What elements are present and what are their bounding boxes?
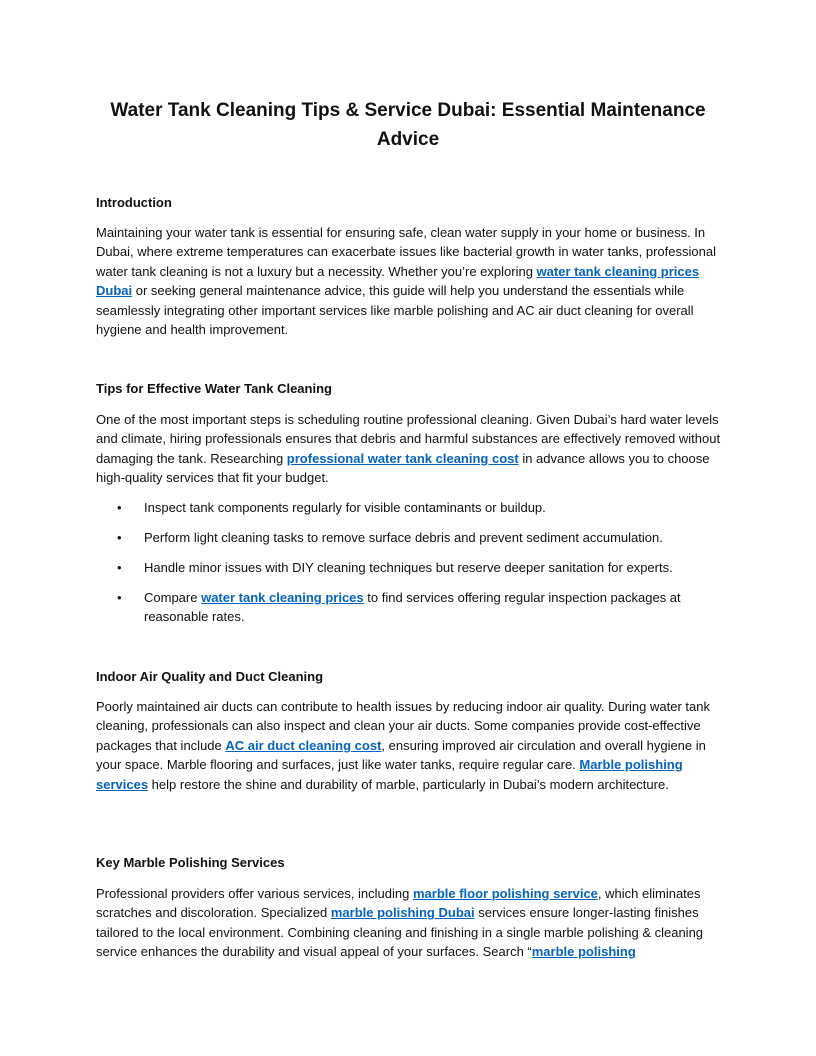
link-marble-floor-polishing-service[interactable]: marble floor polishing service <box>412 886 598 901</box>
text-run: , which eliminates scratches and discoloration. Specialized <box>96 886 701 921</box>
text-run: or seeking general maintenance advice, this guide will help you understand the essentials while seamlessly integrating other important services like marble polishing and AC air duct cleaning for overall hygiene and health improvement. <box>96 283 694 338</box>
list-item: Perform light cleaning tasks to remove surface debris and prevent sediment accumulation. <box>144 530 663 545</box>
link-water-tank-cleaning-prices-dubai[interactable]: water tank cleaning prices Dubai <box>96 263 700 299</box>
heading-tips: Tips for Effective Water Tank Cleaning <box>96 381 332 396</box>
link-ac-air-duct-cleaning-cost[interactable]: AC air duct cleaning cost <box>225 737 382 753</box>
paragraph-indoor-air <box>96 697 722 794</box>
text-run: Poorly maintained air ducts can contribute to health issues by reducing indoor air quality. During water tank cleaning, professionals can also inspect and clean your air ducts. Some companies provide cost-effective packages that include <box>96 699 710 753</box>
text-run: , ensuring improved air circulation and overall hygiene in your space. Marble flooring and surfaces, just like water tanks, require regular care. <box>96 737 706 773</box>
link-marble-polishing-services[interactable]: Marble polishing services <box>96 757 683 792</box>
text-run: services ensure longer-lasting finishes tailored to the local environment. Combining cleaning and finishing in a single marble polishing & cleaning service enhances the durability and visual appeal of your surfaces. Search “ <box>96 905 704 960</box>
paragraph-marble <box>96 884 722 962</box>
text-run: Compare <box>144 590 202 605</box>
bullet-marker: • <box>117 530 122 545</box>
text-run: help restore the shine and durability of marble, particularly in Dubai’s modern architecture. <box>148 776 669 792</box>
paragraph-introduction <box>96 223 722 339</box>
paragraph-tips <box>96 410 722 488</box>
bullet-marker: • <box>117 500 122 515</box>
heading-indoor-air: Indoor Air Quality and Duct Cleaning <box>96 669 324 684</box>
text-run: One of the most important steps is scheduling routine professional cleaning. Given Dubai’s hard water levels and climate, hiring professionals ensures that debris and harmful substances are effectively removed without damaging the tank. Researching <box>96 412 721 466</box>
text-run: in advance allows you to choose high-quality services that fit your budget. <box>96 450 710 486</box>
link-water-tank-cleaning-prices[interactable]: water tank cleaning prices <box>201 590 364 605</box>
link-professional-water-tank-cleaning-cost[interactable]: professional water tank cleaning cost <box>286 450 519 466</box>
text-run: Maintaining your water tank is essential for ensuring safe, clean water supply in your home or business. In Dubai, where extreme temperatures can exacerbate issues like bacterial growth in water tanks, professional water tank cleaning is not a luxury but a necessity. Whether you’re exploring <box>96 225 716 279</box>
link-marble-polishing-dubai[interactable]: marble polishing Dubai <box>330 905 475 921</box>
heading-marble: Key Marble Polishing Services <box>96 855 285 870</box>
text-run: to find services offering regular inspection packages at reasonable rates. <box>144 590 681 625</box>
bullet-marker: • <box>117 560 122 575</box>
bullet-marker: • <box>117 590 122 605</box>
list-item: Handle minor issues with DIY cleaning techniques but reserve deeper sanitation for experts. <box>144 560 673 575</box>
list-item <box>144 588 724 627</box>
link-marble-polishing[interactable]: marble polishing <box>531 944 636 960</box>
heading-introduction: Introduction <box>96 195 172 210</box>
page-title: Water Tank Cleaning Tips & Service Dubai: Essential Maintenance Advice <box>110 100 706 150</box>
list-item: Inspect tank components regularly for visible contaminants or buildup. <box>144 500 546 515</box>
text-run: Professional providers offer various services, including <box>96 886 413 901</box>
